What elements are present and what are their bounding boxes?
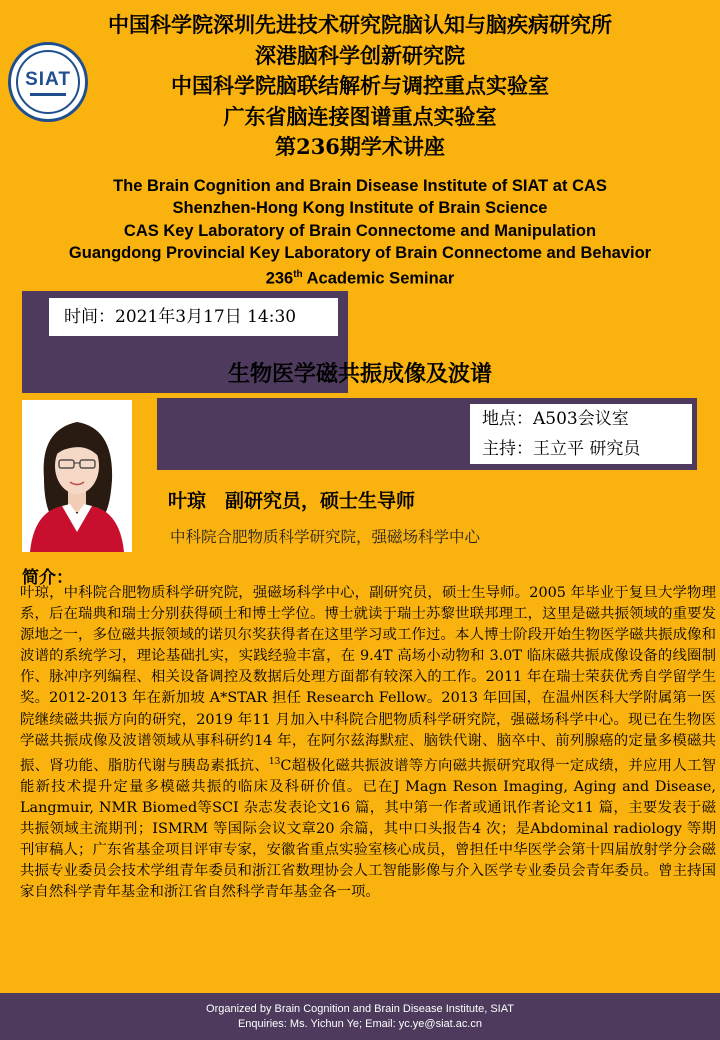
cn-title-line: 中国科学院脑联结解析与调控重点实验室 [171, 73, 549, 98]
time-label: 时间： [64, 307, 115, 327]
seminar-number: 236 [265, 269, 294, 288]
seminar-ordinal: th [293, 269, 303, 281]
location-value: A503会议室 [533, 409, 629, 429]
bio-text-part-1: 叶琼，中科院合肥物质科学研究院，强磁场科学中心，副研究员，硕士生导师。2005 年毕业于复旦大学物理系，后在瑞典和瑞士分别获得硕士和博士学位。博士就读于瑞士苏黎世联邦理工，这里是磁共振领域的重要发源地之一，多位磁共振领域的诺贝尔奖获得者在这里学习或工作过。本人博士阶段开始生物医学磁共振成像和波谱的系统学习，理论基础扎实，实践经验丰富，在 9.4T 高场小动物和 3.0T 临床磁共振成像设备的线圈制作、脉冲序列编程、相关设备调控及数据后处理方面都有较深入的工作。2011 年在瑞士荣获优秀自学留学生奖。2012-2013 年在新加坡 A*STAR 担任 Research Fellow。2013 年回国，在温州医科大学附属第一医院继续磁共振方向的研究，2019 年11 月加入中科院合肥物质科学研究院，强磁场科学中心。现已在生物医学磁共振成像及波谱领域从事科研约14 年，在阿尔兹海默症、脑铁代谢、脑卒中、前列腺癌的定量多模磁共振、肾功能、脂肪代谢与胰岛素抵抗、 [20, 585, 716, 774]
host-value: 王立平 研究员 [533, 439, 641, 459]
en-title-line: The Brain Cognition and Brain Disease Institute of SIAT at CAS [113, 177, 607, 195]
footer-organizer: Organized by Brain Cognition and Brain Disease Institute, SIAT [206, 1003, 514, 1015]
speaker-portrait [22, 400, 132, 552]
seminar-text: Academic Seminar [302, 269, 455, 288]
footer-enquiries: Enquiries: Ms. Yichun Ye; Email: yc.ye@siat.ac.cn [237, 1018, 483, 1030]
en-title-line: Shenzhen-Hong Kong Institute of Brain Science [172, 199, 548, 218]
footer [0, 993, 720, 1040]
cn-title-line: 深港脑科学创新研究院 [255, 42, 465, 68]
en-title-line: Guangdong Provincial Key Laboratory of Brain Connectome and Behavior [68, 243, 652, 262]
location-label: 地点： [482, 409, 533, 429]
cn-title-line: 广东省脑连接图谱重点实验室 [223, 103, 497, 129]
host-label: 主持： [482, 439, 533, 459]
bio-text-part-2: C超极化磁共振波谱等方向磁共振研究取得一定成绩，并应用人工智能新技术提升定量多模磁共振的临床及科研价值。已在J Magn Reson Imaging, Aging and Disease, Langmuir, NMR Biomed等SCI 杂志发表论文16 篇，其中第一作者或通讯作者论文11 篇，主要发表于磁共振领域主流期刊；ISMRM 等国际会议文章20 余篇，其中口头报告4 次；是Abdominal radiology 等期刊审稿人；广东省基金项目评审专家，安徽省重点实验室核心成员，曾担任中华医学会第十四届放射学分会磁共振专业委员会技术学组青年委员和浙江省数理协会人工智能影像与介入医学专业委员会青年委员。曾主持国家自然科学青年基金和浙江省自然科学青年基金各一项。 [20, 757, 716, 901]
speaker-name: 叶琼 副研究员，硕士生导师 [168, 490, 416, 512]
cn-title-line: 中国科学院深圳先进技术研究院脑认知与脑疾病研究所 [108, 12, 612, 37]
speaker-photo [22, 400, 132, 552]
english-titles [0, 175, 720, 290]
bio-superscript: 13 [268, 756, 281, 767]
venue-field [470, 404, 692, 464]
talk-title: 生物医学磁共振成像及波谱 [227, 362, 492, 387]
logo-text: SIAT [25, 68, 71, 90]
bio-text [20, 583, 716, 903]
chinese-titles [0, 10, 720, 163]
host-row [482, 434, 692, 464]
speaker-affiliation: 中科院合肥物质科学研究院，强磁场科学中心 [170, 528, 481, 546]
location-row [482, 404, 692, 434]
time-field [49, 298, 338, 336]
cn-title-line: 第236期学术讲座 [275, 134, 445, 159]
venue-panel [157, 398, 697, 470]
bio-heading: 简介： [22, 568, 73, 588]
time-value: 2021年3月17日 14:30 [115, 307, 297, 327]
en-title-line: CAS Key Laboratory of Brain Connectome and Manipulation [123, 221, 597, 240]
en-seminar-line [0, 264, 720, 290]
